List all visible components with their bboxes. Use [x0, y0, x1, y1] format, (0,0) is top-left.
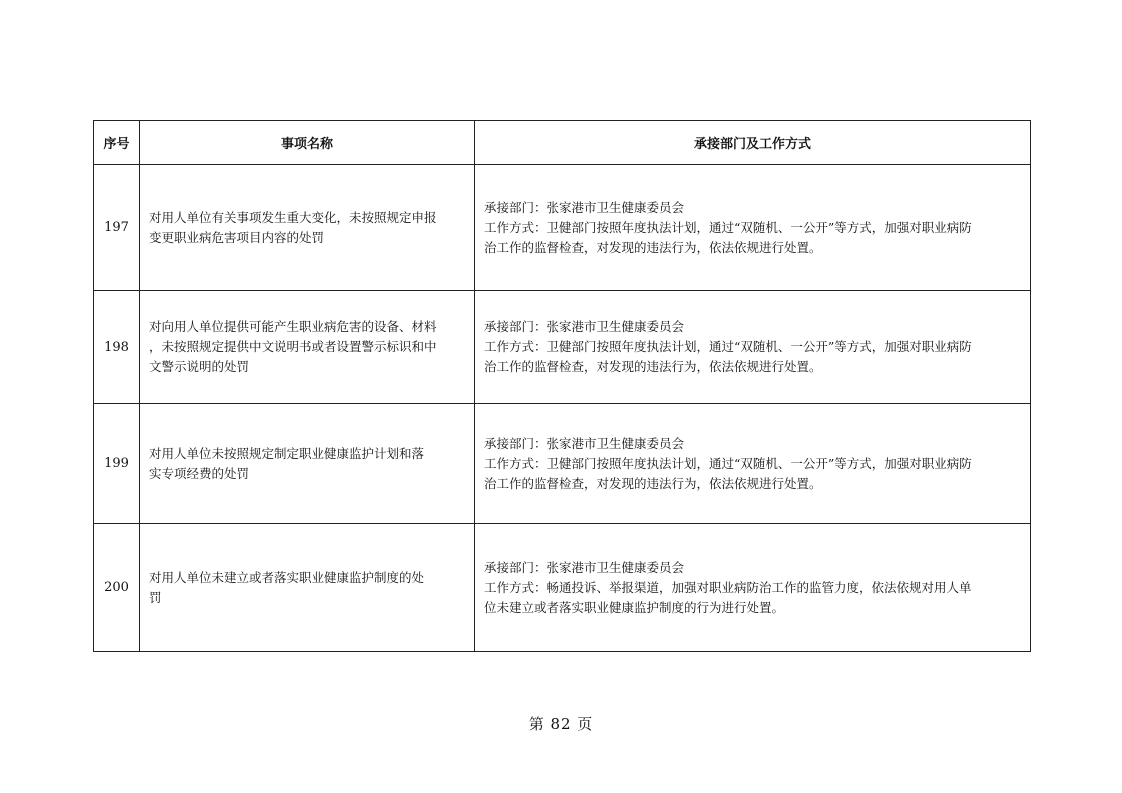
- matter-name-line: 对用人单位未按照规定制定职业健康监护计划和落: [149, 445, 425, 461]
- table-row: [94, 165, 1031, 291]
- dept-line: 承接部门：张家港市卫生健康委员会: [484, 435, 685, 451]
- row-dept-method: [475, 524, 1031, 652]
- row-dept-method: [475, 165, 1031, 291]
- method-line: 工作方式：卫健部门按照年度执法计划，通过“双随机、一公开”等方式，加强对职业病防: [484, 219, 972, 235]
- matter-name-line: 对用人单位未建立或者落实职业健康监护制度的处: [149, 569, 425, 585]
- matter-name-line: 文警示说明的处罚: [149, 359, 250, 374]
- matter-name-line: 实专项经费的处罚: [149, 465, 250, 481]
- row-seq: 199: [94, 404, 140, 524]
- dept-line: 承接部门：张家港市卫生健康委员会: [484, 559, 685, 575]
- matter-name-line: 变更职业病危害项目内容的处罚: [149, 229, 325, 245]
- table-header-row: [94, 121, 1031, 165]
- matter-name-line: 罚: [149, 589, 162, 605]
- table-row: [94, 404, 1031, 524]
- header-seq: 序号: [94, 121, 140, 165]
- method-line: 治工作的监督检查，对发现的违法行为，依法依规进行处置。: [484, 359, 822, 374]
- method-line: 位未建立或者落实职业健康监护制度的行为进行处置。: [484, 599, 785, 615]
- row-matter-name: [140, 404, 475, 524]
- dept-line: 承接部门：张家港市卫生健康委员会: [484, 199, 685, 215]
- matter-name-line: 对用人单位有关事项发生重大变化，未按照规定申报: [149, 209, 437, 225]
- method-line: 工作方式：卫健部门按照年度执法计划，通过“双随机、一公开”等方式，加强对职业病防: [484, 455, 972, 471]
- row-seq: 197: [94, 165, 140, 291]
- row-matter-name: [140, 165, 475, 291]
- row-matter-name: [140, 524, 475, 652]
- method-line: 治工作的监督检查，对发现的违法行为，依法依规进行处置。: [484, 239, 822, 255]
- header-dept: 承接部门及工作方式: [475, 121, 1031, 165]
- matter-name-line: 对向用人单位提供可能产生职业病危害的设备、材料: [149, 319, 437, 334]
- matters-table: [93, 120, 1031, 652]
- row-dept-method: [475, 291, 1031, 404]
- dept-line: 承接部门：张家港市卫生健康委员会: [484, 319, 685, 334]
- method-line: 治工作的监督检查，对发现的违法行为，依法依规进行处置。: [484, 475, 822, 491]
- method-line: 工作方式：卫健部门按照年度执法计划，通过“双随机、一公开”等方式，加强对职业病防: [484, 339, 972, 354]
- table-row: [94, 524, 1031, 652]
- row-seq: 198: [94, 291, 140, 404]
- page-number: 第 82 页: [528, 715, 594, 733]
- matter-name-line: ，未按照规定提供中文说明书或者设置警示标识和中: [149, 339, 437, 354]
- row-matter-name: [140, 291, 475, 404]
- row-seq: 200: [94, 524, 140, 652]
- row-dept-method: [475, 404, 1031, 524]
- method-line: 工作方式：畅通投诉、举报渠道，加强对职业病防治工作的监管力度，依法依规对用人单: [484, 579, 972, 595]
- header-name: 事项名称: [140, 121, 475, 165]
- table-row: [94, 291, 1031, 404]
